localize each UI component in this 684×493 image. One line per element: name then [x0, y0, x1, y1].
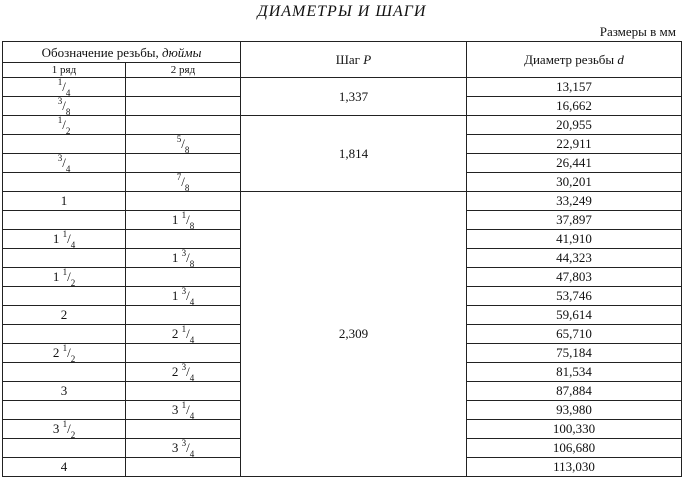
units-note: Размеры в мм — [599, 24, 676, 39]
row2-cell — [126, 401, 241, 420]
table-row — [3, 192, 682, 211]
fraction-numerator: 3 — [57, 95, 63, 106]
row1-cell — [3, 192, 126, 211]
whole-part: 3 — [52, 421, 60, 436]
fraction-denominator: 8 — [184, 144, 190, 155]
row2-cell — [126, 211, 241, 230]
thread-size — [61, 459, 68, 474]
thread-size — [57, 152, 71, 174]
fraction-numerator: 3 — [57, 152, 63, 163]
fraction-denominator: 2 — [65, 125, 71, 136]
diameter-cell: 30,201 — [467, 173, 682, 192]
fraction-denominator: 2 — [70, 429, 76, 440]
fraction-numerator: 7 — [176, 171, 182, 182]
diameter-cell: 93,980 — [467, 401, 682, 420]
step-cell: 1,337 — [241, 78, 467, 116]
diameter-cell: 44,323 — [467, 249, 682, 268]
fraction-denominator: 4 — [189, 334, 195, 345]
fraction-slash: / — [181, 136, 185, 151]
thread-size — [176, 171, 190, 193]
whole-part: 1 — [52, 231, 60, 246]
diameter-cell: 41,910 — [467, 230, 682, 249]
diameter-cell: 33,249 — [467, 192, 682, 211]
threads-table — [2, 41, 682, 477]
thread-size — [52, 228, 76, 250]
row2-cell — [126, 458, 241, 477]
whole-part: 1 — [60, 193, 68, 208]
row1-cell — [3, 78, 126, 97]
whole-part: 1 — [171, 250, 179, 265]
fraction-numerator: 3 — [181, 437, 187, 448]
fraction-slash: / — [67, 269, 71, 284]
row1-cell — [3, 363, 126, 382]
diameter-label: Диаметр резьбы — [524, 52, 618, 67]
table-row — [3, 78, 682, 97]
row1-cell — [3, 230, 126, 249]
diameter-cell: 53,746 — [467, 287, 682, 306]
whole-part: 2 — [171, 326, 179, 341]
page-title: ДИАМЕТРЫ И ШАГИ — [257, 3, 427, 20]
row2-header: 2 ряд — [126, 63, 241, 78]
thread-size — [61, 193, 68, 208]
row1-cell — [3, 211, 126, 230]
fraction-numerator: 1 — [62, 418, 68, 429]
diameter-cell: 75,184 — [467, 344, 682, 363]
fraction-denominator: 4 — [189, 296, 195, 307]
thread-size — [61, 307, 68, 322]
fraction-numerator: 1 — [62, 342, 68, 353]
fraction-slash: / — [62, 155, 66, 170]
diameter-symbol: d — [617, 52, 624, 67]
row2-cell — [126, 268, 241, 287]
fraction-slash: / — [186, 364, 190, 379]
row2-cell — [126, 116, 241, 135]
designation-header — [3, 42, 241, 63]
row2-cell — [126, 420, 241, 439]
row2-cell — [126, 192, 241, 211]
diameter-cell: 87,884 — [467, 382, 682, 401]
diameter-cell: 47,803 — [467, 268, 682, 287]
row1-cell — [3, 344, 126, 363]
thread-size — [57, 76, 71, 98]
fraction-numerator: 1 — [181, 323, 187, 334]
row1-cell — [3, 97, 126, 116]
fraction-denominator: 2 — [70, 277, 76, 288]
whole-part: 3 — [171, 440, 179, 455]
row1-cell — [3, 135, 126, 154]
thread-size — [171, 399, 195, 421]
row1-header: 1 ряд — [3, 63, 126, 78]
fraction-numerator: 1 — [57, 114, 63, 125]
designation-unit: дюймы — [162, 44, 202, 60]
thread-size — [57, 95, 71, 117]
step-cell: 1,814 — [241, 116, 467, 192]
row1-cell — [3, 420, 126, 439]
designation-label: Обозначение резьбы, — [41, 44, 163, 60]
table-body — [3, 78, 682, 477]
whole-part: 4 — [60, 459, 68, 474]
fraction-denominator: 4 — [70, 239, 76, 250]
fraction-slash: / — [186, 212, 190, 227]
fraction-denominator: 8 — [184, 182, 190, 193]
row1-cell — [3, 287, 126, 306]
step-header — [241, 42, 467, 78]
row2-cell — [126, 344, 241, 363]
thread-size — [57, 114, 71, 136]
fraction-denominator: 4 — [189, 410, 195, 421]
row2-cell — [126, 173, 241, 192]
table-row — [3, 116, 682, 135]
fraction-numerator: 3 — [181, 285, 187, 296]
fraction-denominator: 2 — [70, 353, 76, 364]
row1-cell — [3, 382, 126, 401]
diameter-cell: 113,030 — [467, 458, 682, 477]
fraction-denominator: 4 — [189, 448, 195, 459]
row1-cell — [3, 268, 126, 287]
whole-part: 1 — [171, 212, 179, 227]
whole-part: 3 — [60, 383, 68, 398]
row2-cell — [126, 439, 241, 458]
row2-cell — [126, 230, 241, 249]
thread-size — [61, 383, 68, 398]
thread-size — [52, 266, 76, 288]
row2-cell — [126, 135, 241, 154]
diameter-cell: 26,441 — [467, 154, 682, 173]
row1-cell — [3, 116, 126, 135]
row2-cell — [126, 78, 241, 97]
fraction-denominator: 8 — [189, 258, 195, 269]
row2-cell — [126, 363, 241, 382]
thread-size — [52, 342, 76, 364]
thread-size — [171, 285, 195, 307]
row2-cell — [126, 287, 241, 306]
step-label: Шаг — [335, 52, 364, 67]
diameter-cell: 100,330 — [467, 420, 682, 439]
fraction-slash: / — [67, 345, 71, 360]
diameter-cell: 65,710 — [467, 325, 682, 344]
thread-size — [171, 361, 195, 383]
whole-part: 1 — [171, 288, 179, 303]
whole-part: 2 — [171, 364, 179, 379]
row2-cell — [126, 97, 241, 116]
fraction-slash: / — [62, 98, 66, 113]
row1-cell — [3, 439, 126, 458]
fraction-slash: / — [186, 440, 190, 455]
whole-part: 2 — [52, 345, 60, 360]
row2-cell — [126, 154, 241, 173]
row1-cell — [3, 458, 126, 477]
step-symbol: P — [363, 52, 372, 67]
diameter-cell: 81,534 — [467, 363, 682, 382]
row1-cell — [3, 173, 126, 192]
fraction-numerator: 1 — [57, 76, 63, 87]
fraction-slash: / — [186, 288, 190, 303]
fraction-denominator: 4 — [65, 87, 71, 98]
fraction-slash: / — [181, 174, 185, 189]
diameter-cell: 37,897 — [467, 211, 682, 230]
fraction-denominator: 4 — [65, 163, 71, 174]
diameter-cell: 20,955 — [467, 116, 682, 135]
fraction-slash: / — [62, 79, 66, 94]
diameter-header — [467, 42, 682, 78]
diameter-cell: 106,680 — [467, 439, 682, 458]
fraction-slash: / — [186, 402, 190, 417]
fraction-numerator: 5 — [176, 133, 182, 144]
diameter-cell: 13,157 — [467, 78, 682, 97]
row2-cell — [126, 306, 241, 325]
row1-cell — [3, 325, 126, 344]
fraction-denominator: 8 — [65, 106, 71, 117]
whole-part: 2 — [60, 307, 68, 322]
row2-cell — [126, 382, 241, 401]
whole-part: 1 — [52, 269, 60, 284]
fraction-slash: / — [186, 250, 190, 265]
diameter-cell: 22,911 — [467, 135, 682, 154]
thread-size — [171, 247, 195, 269]
fraction-numerator: 3 — [181, 361, 187, 372]
row2-cell — [126, 325, 241, 344]
row1-cell — [3, 401, 126, 420]
fraction-numerator: 3 — [181, 247, 187, 258]
fraction-slash: / — [186, 326, 190, 341]
fraction-denominator: 8 — [189, 220, 195, 231]
row1-cell — [3, 306, 126, 325]
diameter-cell: 16,662 — [467, 97, 682, 116]
thread-size — [171, 209, 195, 231]
fraction-denominator: 4 — [189, 372, 195, 383]
fraction-slash: / — [67, 421, 71, 436]
fraction-slash: / — [62, 117, 66, 132]
whole-part: 3 — [171, 402, 179, 417]
row1-cell — [3, 154, 126, 173]
thread-size — [171, 323, 195, 345]
row1-cell — [3, 249, 126, 268]
diameter-cell: 59,614 — [467, 306, 682, 325]
fraction-numerator: 1 — [62, 228, 68, 239]
fraction-slash: / — [67, 231, 71, 246]
thread-size — [52, 418, 76, 440]
thread-size — [171, 437, 195, 459]
fraction-numerator: 1 — [181, 209, 187, 220]
row2-cell — [126, 249, 241, 268]
fraction-numerator: 1 — [181, 399, 187, 410]
fraction-numerator: 1 — [62, 266, 68, 277]
step-cell: 2,309 — [241, 192, 467, 477]
thread-size — [176, 133, 190, 155]
